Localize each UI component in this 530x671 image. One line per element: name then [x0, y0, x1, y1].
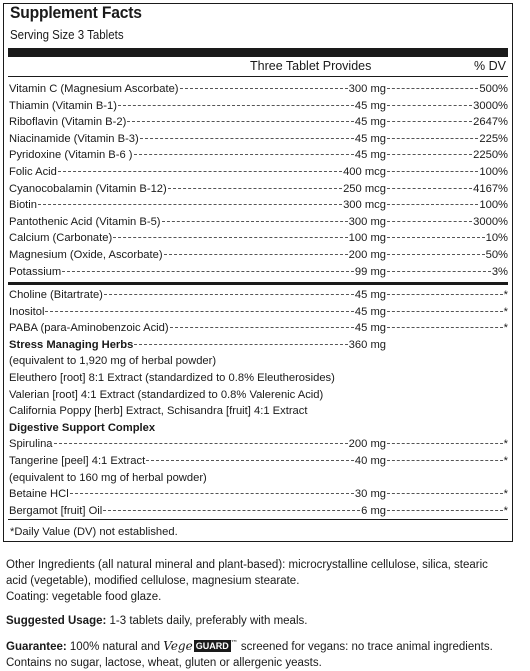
nutrient-amount: 250 mcg	[343, 182, 386, 195]
guarantee-label: Guarantee:	[6, 641, 67, 653]
leader-dots	[170, 327, 354, 328]
nutrient-row	[8, 304, 508, 321]
guarantee-text-1: 100% natural and	[66, 641, 164, 653]
nutrient-name: California Poppy [herb] Extract, Schisandra [fruit] 4:1 Extract	[9, 405, 308, 418]
nutrient-name: Riboflavin (Vitamin B-2)	[9, 116, 127, 129]
nutrient-row	[8, 387, 508, 404]
nutrient-row	[8, 370, 508, 387]
leader-dots	[387, 254, 485, 255]
thin-rule-header	[8, 76, 508, 77]
nutrient-name: PABA (para-Aminobenzoic Acid)	[9, 322, 169, 335]
nutrient-dv: 10%	[485, 232, 508, 245]
nutrient-row	[8, 420, 508, 437]
nutrient-name: Tangerine [peel] 4:1 Extract	[9, 454, 146, 467]
leader-dots	[38, 204, 342, 205]
nutrient-dv: 100%	[479, 165, 508, 178]
leader-dots	[387, 271, 491, 272]
nutrient-name: Stress Managing Herbs	[9, 338, 134, 351]
nutrient-name: Pantothenic Acid (Vitamin B-5)	[9, 215, 161, 228]
nutrient-amount: 40 mg	[354, 454, 386, 467]
nutrient-amount: 360 mg	[348, 338, 386, 351]
thick-rule-top	[8, 48, 508, 57]
nutrient-row	[8, 247, 508, 264]
nutrient-name: (equivalent to 1,920 mg of herbal powder)	[9, 355, 217, 368]
nutrient-row	[8, 197, 508, 214]
nutrient-dv: 2250%	[473, 149, 508, 162]
vitamins-section	[8, 81, 508, 280]
nutrient-name: (equivalent to 160 mg of herbal powder)	[9, 471, 207, 484]
nutrient-amount: 200 mg	[348, 438, 386, 451]
nutrient-row	[8, 320, 508, 337]
nutrient-row	[8, 164, 508, 181]
leader-dots	[387, 154, 472, 155]
nutrient-row	[8, 486, 508, 503]
leader-dots	[62, 271, 354, 272]
usage-label: Suggested Usage:	[6, 615, 107, 627]
nutrient-row	[8, 114, 508, 131]
leader-dots	[146, 460, 354, 461]
nutrient-dv: 4167%	[473, 182, 508, 195]
leader-dots	[387, 171, 478, 172]
guarantee	[6, 636, 511, 671]
nutrient-row	[8, 230, 508, 247]
nutrient-amount: 200 mg	[348, 248, 386, 261]
column-header	[8, 59, 508, 75]
leader-dots	[387, 121, 472, 122]
nutrient-amount: 45 mg	[354, 132, 386, 145]
leader-dots	[387, 327, 503, 328]
leader-dots	[140, 138, 354, 139]
nutrient-name: Choline (Bitartrate)	[9, 289, 103, 301]
nutrient-row	[8, 287, 508, 304]
leader-dots	[113, 237, 347, 238]
nutrient-row	[8, 403, 508, 420]
leader-dots	[387, 88, 478, 89]
nutrient-row	[8, 131, 508, 148]
nutrient-dv: 3000%	[473, 99, 508, 112]
nutrient-row	[8, 147, 508, 164]
nutrient-name: Magnesium (Oxide, Ascorbate)	[9, 248, 163, 261]
leader-dots	[387, 493, 503, 494]
nutrient-row	[8, 503, 508, 520]
nutrient-row	[8, 353, 508, 370]
leader-dots	[168, 188, 342, 189]
leader-dots	[134, 154, 354, 155]
thick-rule-middle	[8, 282, 508, 285]
guarantee-text-2: screened for vegans: no trace animal ingredients. Contains no sugar, lactose, wheat, gluten or allergenic yeasts.	[6, 641, 493, 669]
leader-dots	[387, 294, 503, 295]
nutrient-dv: 500%	[479, 83, 508, 95]
vegeguard-logo: Vege GUARD ™	[163, 639, 238, 653]
nutrient-row	[8, 181, 508, 198]
supplement-facts-panel	[3, 3, 513, 542]
leader-dots	[134, 344, 347, 345]
nutrient-row	[8, 436, 508, 453]
suggested-usage	[6, 614, 511, 630]
nutrient-amount: 45 mg	[354, 289, 386, 301]
leader-dots	[387, 105, 472, 106]
nutrient-name: Valerian [root] 4:1 Extract (standardized to 0.8% Valerenic Acid)	[9, 388, 324, 401]
nutrient-amount: 99 mg	[354, 265, 386, 278]
panel-title: Supplement Facts	[10, 3, 142, 22]
leader-dots	[387, 443, 503, 444]
nutrient-dv: 225%	[479, 132, 508, 145]
nutrient-row	[8, 264, 508, 281]
nutrient-name: Spirulina	[9, 438, 53, 451]
thin-rule-bottom	[8, 519, 508, 520]
nutrient-dv: *	[503, 305, 508, 318]
other-ingredients: Other Ingredients (all natural mineral and plant-based): microcrystalline cellulose, silica, stearic acid (vegetable), modified cellulose, magnesium stearate.	[6, 559, 488, 587]
nutrient-dv: *	[503, 488, 508, 501]
nutrient-amount: 45 mg	[354, 305, 386, 318]
leader-dots	[127, 121, 354, 122]
nutrient-dv: *	[503, 504, 508, 517]
leader-dots	[180, 88, 348, 89]
footnote: *Daily Value (DV) not established.	[10, 526, 178, 538]
nutrient-name: Bergamot [fruit] Oil	[9, 504, 103, 517]
leader-dots	[387, 237, 485, 238]
leader-dots	[70, 493, 354, 494]
nutrient-row	[8, 470, 508, 487]
leader-dots	[104, 294, 354, 295]
nutrient-amount: 45 mg	[354, 99, 386, 112]
serving-size: Serving Size 3 Tablets	[10, 28, 124, 42]
leader-dots	[162, 221, 348, 222]
leader-dots	[387, 510, 503, 511]
nutrient-amount: 45 mg	[354, 322, 386, 335]
nutrient-amount: 45 mg	[354, 149, 386, 162]
leader-dots	[58, 171, 342, 172]
nutrient-name: Inositol	[9, 305, 45, 318]
nutrient-name: Biotin	[9, 199, 37, 212]
leader-dots	[387, 460, 503, 461]
nutrient-name: Digestive Support Complex	[9, 421, 156, 434]
leader-dots	[387, 138, 478, 139]
coating: Coating: vegetable food glaze.	[6, 591, 162, 603]
leader-dots	[387, 204, 478, 205]
nutrient-amount: 300 mcg	[343, 199, 386, 212]
nutrient-name: Betaine HCl	[9, 488, 69, 501]
nutrient-name: Pyridoxine (Vitamin B-6 )	[9, 149, 133, 162]
leader-dots	[54, 443, 348, 444]
leader-dots	[45, 311, 353, 312]
nutrient-row	[8, 337, 508, 354]
nutrient-name: Vitamin C (Magnesium Ascorbate)	[9, 83, 179, 95]
nutrient-name: Thiamin (Vitamin B-1)	[9, 99, 117, 112]
nutrient-amount: 45 mg	[354, 116, 386, 129]
nutrient-name: Cyanocobalamin (Vitamin B-12)	[9, 182, 167, 195]
nutrient-amount: 300 mg	[348, 215, 386, 228]
leader-dots	[387, 221, 472, 222]
nutrient-name: Folic Acid	[9, 165, 57, 178]
nutrient-dv: 3000%	[473, 215, 508, 228]
nutrient-dv: 2647%	[473, 116, 508, 129]
nutrient-dv: *	[503, 438, 508, 451]
nutrient-dv: *	[503, 289, 508, 301]
nutrient-row	[8, 214, 508, 231]
usage-text: 1-3 tablets daily, preferably with meals.	[106, 615, 308, 627]
nutrient-amount: 30 mg	[354, 488, 386, 501]
nutrient-row	[8, 98, 508, 115]
leader-dots	[118, 105, 354, 106]
nutrient-dv: 50%	[485, 248, 508, 261]
amount-column-header: Three Tablet Provides	[250, 59, 372, 73]
nutrient-dv: 3%	[491, 265, 508, 278]
nutrient-amount: 400 mcg	[343, 165, 386, 178]
nutrient-dv: *	[503, 322, 508, 335]
nutrient-amount: 300 mg	[348, 83, 386, 95]
nutrient-amount: 6 mg	[361, 504, 386, 517]
leader-dots	[103, 510, 360, 511]
nutrient-dv: *	[503, 454, 508, 467]
dv-column-header: % DV	[474, 59, 506, 73]
nutrient-name: Niacinamide (Vitamin B-3)	[9, 132, 139, 145]
others-section	[8, 287, 508, 519]
nutrient-row	[8, 453, 508, 470]
nutrient-row	[8, 81, 508, 98]
nutrient-name: Potassium	[9, 265, 62, 278]
leader-dots	[387, 188, 472, 189]
nutrient-dv: 100%	[479, 199, 508, 212]
leader-dots	[387, 311, 503, 312]
nutrient-name: Eleuthero [root] 8:1 Extract (standardized to 0.8% Eleutherosides)	[9, 371, 335, 384]
leader-dots	[164, 254, 348, 255]
nutrient-amount: 100 mg	[348, 232, 386, 245]
nutrient-name: Calcium (Carbonate)	[9, 232, 113, 245]
